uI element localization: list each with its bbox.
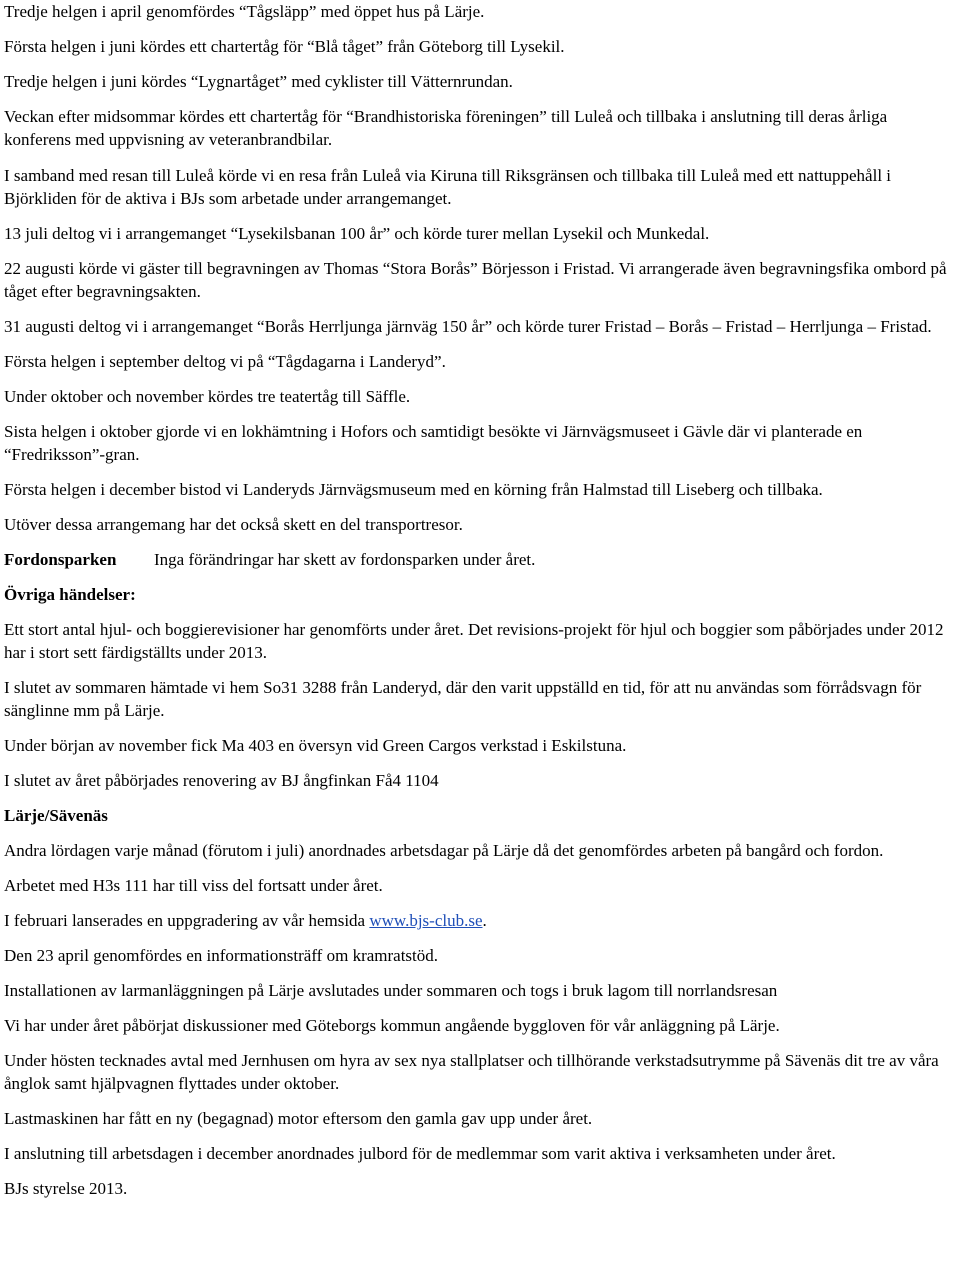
paragraph: Under början av november fick Ma 403 en översyn vid Green Cargos verkstad i Eskilstuna. <box>4 736 627 755</box>
paragraph: Ett stort antal hjul- och boggierevisioner har genomförts under året. Det revisions-projekt för hjul och boggier som påbörjades under 2012 har i stort sett färdigställts under 2013. <box>4 620 944 662</box>
paragraph: Veckan efter midsommar kördes ett chartertåg för “Brandhistoriska föreningen” till Luleå och tillbaka i anslutning till deras årliga konferens med uppvisning av veteranbrandbilar. <box>4 107 888 149</box>
paragraph: Arbetet med H3s 111 har till viss del fortsatt under året. <box>4 876 383 895</box>
paragraph: Första helgen i juni kördes ett chartertåg för “Blå tåget” från Göteborg till Lysekil. <box>4 37 565 56</box>
paragraph: I samband med resan till Luleå körde vi en resa från Luleå via Kiruna till Riksgränsen och tillbaka till Luleå med ett nattuppehåll i Björkliden för de aktiva i BJs som arbetade under arrangemanget. <box>4 166 892 208</box>
larje-heading: Lärje/Sävenäs <box>4 806 108 825</box>
paragraph: 22 augusti körde vi gäster till begravningen av Thomas “Stora Borås” Börjesson i Fristad. Vi arrangerade även begravningsfika ombord på tåget efter begravningsakten. <box>4 259 947 301</box>
paragraph: Under oktober och november kördes tre teatertåg till Säffle. <box>4 387 411 406</box>
paragraph: Tredje helgen i april genomfördes “Tågsläpp” med öppet hus på Lärje. <box>4 2 485 21</box>
paragraph: 13 juli deltog vi i arrangemanget “Lysekilsbanan 100 år” och körde turer mellan Lysekil och Munkedal. <box>4 224 710 243</box>
paragraph: Första helgen i december bistod vi Landeryds Järnvägsmuseum med en körning från Halmstad till Liseberg och tillbaka. <box>4 480 823 499</box>
paragraph: I anslutning till arbetsdagen i december anordnades julbord för de medlemmar som varit aktiva i verksamheten under året. <box>4 1144 836 1163</box>
paragraph: Första helgen i september deltog vi på “Tågdagarna i Landeryd”. <box>4 352 446 371</box>
paragraph: Den 23 april genomfördes en informationsträff om kramratstöd. <box>4 946 439 965</box>
paragraph: Tredje helgen i juni kördes “Lygnartåget” med cyklister till Vätternrundan. <box>4 72 513 91</box>
paragraph-text: I februari lanserades en uppgradering av vår hemsida <box>4 911 370 930</box>
signature: BJs styrelse 2013. <box>4 1179 128 1198</box>
paragraph: Vi har under året påbörjat diskussioner med Göteborgs kommun angående byggloven för vår anläggning på Lärje. <box>4 1016 780 1035</box>
paragraph: Under hösten tecknades avtal med Jernhusen om hyra av sex nya stallplatser och tillhörande verkstadsutrymme på Sävenäs dit tre av våra ånglok samt hjälpvagnen flyttades under oktober. <box>4 1051 939 1093</box>
paragraph: 31 augusti deltog vi i arrangemanget “Borås Herrljunga järnväg 150 år” och körde turer Fristad – Borås – Fristad – Herrljunga – Fristad. <box>4 317 932 336</box>
fordonsparken-heading: Fordonsparken <box>4 550 117 569</box>
fordonsparken-row <box>4 548 956 571</box>
paragraph: Lastmaskinen har fått en ny (begagnad) motor eftersom den gamla gav upp under året. <box>4 1109 593 1128</box>
ovriga-heading: Övriga händelser: <box>4 585 136 604</box>
paragraph-text: . <box>482 911 487 930</box>
paragraph-with-link <box>4 909 956 932</box>
fordonsparken-text: Inga förändringar har skett av fordonsparken under året. <box>154 550 536 569</box>
paragraph: Installationen av larmanläggningen på Lärje avslutades under sommaren och togs i bruk lagom till norrlandsresan <box>4 981 778 1000</box>
website-link[interactable]: www.bjs-club.se <box>369 911 483 930</box>
paragraph: Utöver dessa arrangemang har det också skett en del transportresor. <box>4 515 463 534</box>
paragraph: I slutet av året påbörjades renovering av BJ ångfinkan Få4 1104 <box>4 771 439 790</box>
paragraph: Andra lördagen varje månad (förutom i juli) anordnades arbetsdagar på Lärje då det genomfördes arbeten på bangård och fordon. <box>4 841 884 860</box>
paragraph: Sista helgen i oktober gjorde vi en lokhämtning i Hofors och samtidigt besökte vi Järnvägsmuseet i Gävle där vi planterade en “Fredriksson”-gran. <box>4 422 863 464</box>
paragraph: I slutet av sommaren hämtade vi hem So31 3288 från Landeryd, där den varit uppställd en tid, för att nu användas som förrådsvagn för sänglinne mm på Lärje. <box>4 678 922 720</box>
